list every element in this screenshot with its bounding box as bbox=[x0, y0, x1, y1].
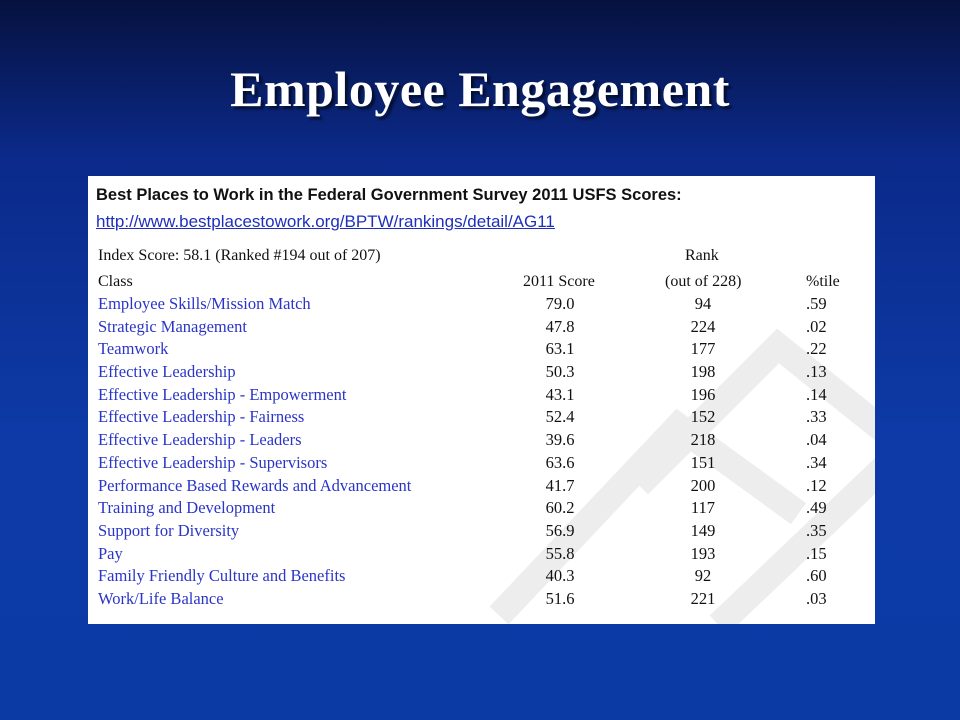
row-rank: 193 bbox=[690, 543, 716, 563]
row-rank: 200 bbox=[690, 475, 716, 495]
row-class-label: Effective Leadership - Supervisors bbox=[98, 452, 328, 472]
scores-table-image bbox=[88, 176, 875, 624]
row-percentile: .49 bbox=[806, 498, 827, 518]
table-row bbox=[88, 339, 875, 362]
table-row bbox=[88, 362, 875, 385]
table-row bbox=[88, 317, 875, 340]
table-row bbox=[88, 589, 875, 612]
row-percentile: .02 bbox=[806, 316, 827, 336]
row-percentile: .59 bbox=[806, 294, 827, 313]
row-rank: 149 bbox=[690, 520, 716, 540]
row-class-label: Training and Development bbox=[98, 498, 276, 518]
table-heading: Best Places to Work in the Federal Government Survey 2011 USFS Scores: bbox=[96, 186, 682, 204]
row-score: 52.4 bbox=[545, 407, 575, 427]
row-class-label: Family Friendly Culture and Benefits bbox=[98, 566, 346, 586]
row-class-label: Employee Skills/Mission Match bbox=[98, 294, 311, 313]
row-score: 55.8 bbox=[545, 543, 575, 563]
table-row bbox=[88, 566, 875, 589]
row-percentile: .15 bbox=[806, 543, 827, 563]
row-rank: 92 bbox=[694, 566, 712, 586]
row-score: 79.0 bbox=[545, 294, 575, 313]
row-rank: 152 bbox=[690, 407, 716, 427]
row-percentile: .04 bbox=[806, 430, 827, 450]
row-percentile: .33 bbox=[806, 407, 827, 427]
row-percentile: .03 bbox=[806, 588, 827, 608]
row-rank: 221 bbox=[690, 588, 716, 608]
column-header-percentile: %tile bbox=[806, 273, 840, 290]
row-class-label: Performance Based Rewards and Advancement bbox=[98, 475, 412, 495]
table-row bbox=[88, 544, 875, 567]
table-row bbox=[88, 521, 875, 544]
row-percentile: .34 bbox=[806, 452, 827, 472]
source-link[interactable]: http://www.bestplacestowork.org/BPTW/rankings/detail/AG11 bbox=[96, 212, 555, 231]
row-rank: 94 bbox=[694, 294, 712, 313]
table-row bbox=[88, 476, 875, 499]
table-row bbox=[88, 430, 875, 453]
row-score: 39.6 bbox=[545, 430, 575, 450]
table-row bbox=[88, 453, 875, 476]
row-score: 60.2 bbox=[545, 498, 575, 518]
column-header-class: Class bbox=[98, 273, 133, 290]
table-row bbox=[88, 385, 875, 408]
table-row bbox=[88, 407, 875, 430]
slide-title: Employee Engagement bbox=[230, 61, 730, 117]
row-class-label: Effective Leadership - Empowerment bbox=[98, 384, 347, 404]
row-rank: 117 bbox=[690, 498, 716, 518]
row-class-label: Support for Diversity bbox=[98, 520, 240, 540]
row-class-label: Pay bbox=[98, 543, 123, 563]
column-header-rank: Rank bbox=[685, 247, 719, 264]
row-class-label: Strategic Management bbox=[98, 316, 247, 336]
column-header-score: 2011 Score bbox=[523, 273, 595, 290]
row-score: 56.9 bbox=[545, 520, 575, 540]
row-score: 43.1 bbox=[545, 384, 575, 404]
row-percentile: .12 bbox=[806, 475, 827, 495]
row-percentile: .60 bbox=[806, 566, 827, 586]
row-rank: 224 bbox=[690, 316, 716, 336]
row-rank: 198 bbox=[690, 362, 716, 382]
row-rank: 151 bbox=[690, 452, 716, 472]
table-row bbox=[88, 294, 875, 317]
row-rank: 177 bbox=[690, 339, 716, 359]
row-score: 47.8 bbox=[545, 316, 575, 336]
row-percentile: .14 bbox=[806, 384, 827, 404]
row-rank: 196 bbox=[690, 384, 716, 404]
table-row bbox=[88, 498, 875, 521]
column-header-rank-range: (out of 228) bbox=[665, 273, 742, 290]
row-rank: 218 bbox=[690, 430, 716, 450]
table-rows bbox=[88, 294, 875, 612]
row-score: 63.1 bbox=[545, 339, 575, 359]
row-score: 41.7 bbox=[545, 475, 575, 495]
row-score: 63.6 bbox=[545, 452, 575, 472]
row-score: 51.6 bbox=[545, 588, 575, 608]
row-class-label: Effective Leadership - Fairness bbox=[98, 407, 305, 427]
row-class-label: Work/Life Balance bbox=[98, 588, 224, 608]
row-percentile: .35 bbox=[806, 520, 827, 540]
index-score: Index Score: 58.1 (Ranked #194 out of 207) bbox=[98, 247, 381, 264]
row-class-label: Effective Leadership bbox=[98, 362, 236, 382]
row-class-label: Effective Leadership - Leaders bbox=[98, 430, 302, 450]
row-class-label: Teamwork bbox=[98, 339, 169, 359]
row-percentile: .13 bbox=[806, 362, 827, 382]
row-score: 50.3 bbox=[545, 362, 575, 382]
row-percentile: .22 bbox=[806, 339, 827, 359]
row-score: 40.3 bbox=[545, 566, 575, 586]
